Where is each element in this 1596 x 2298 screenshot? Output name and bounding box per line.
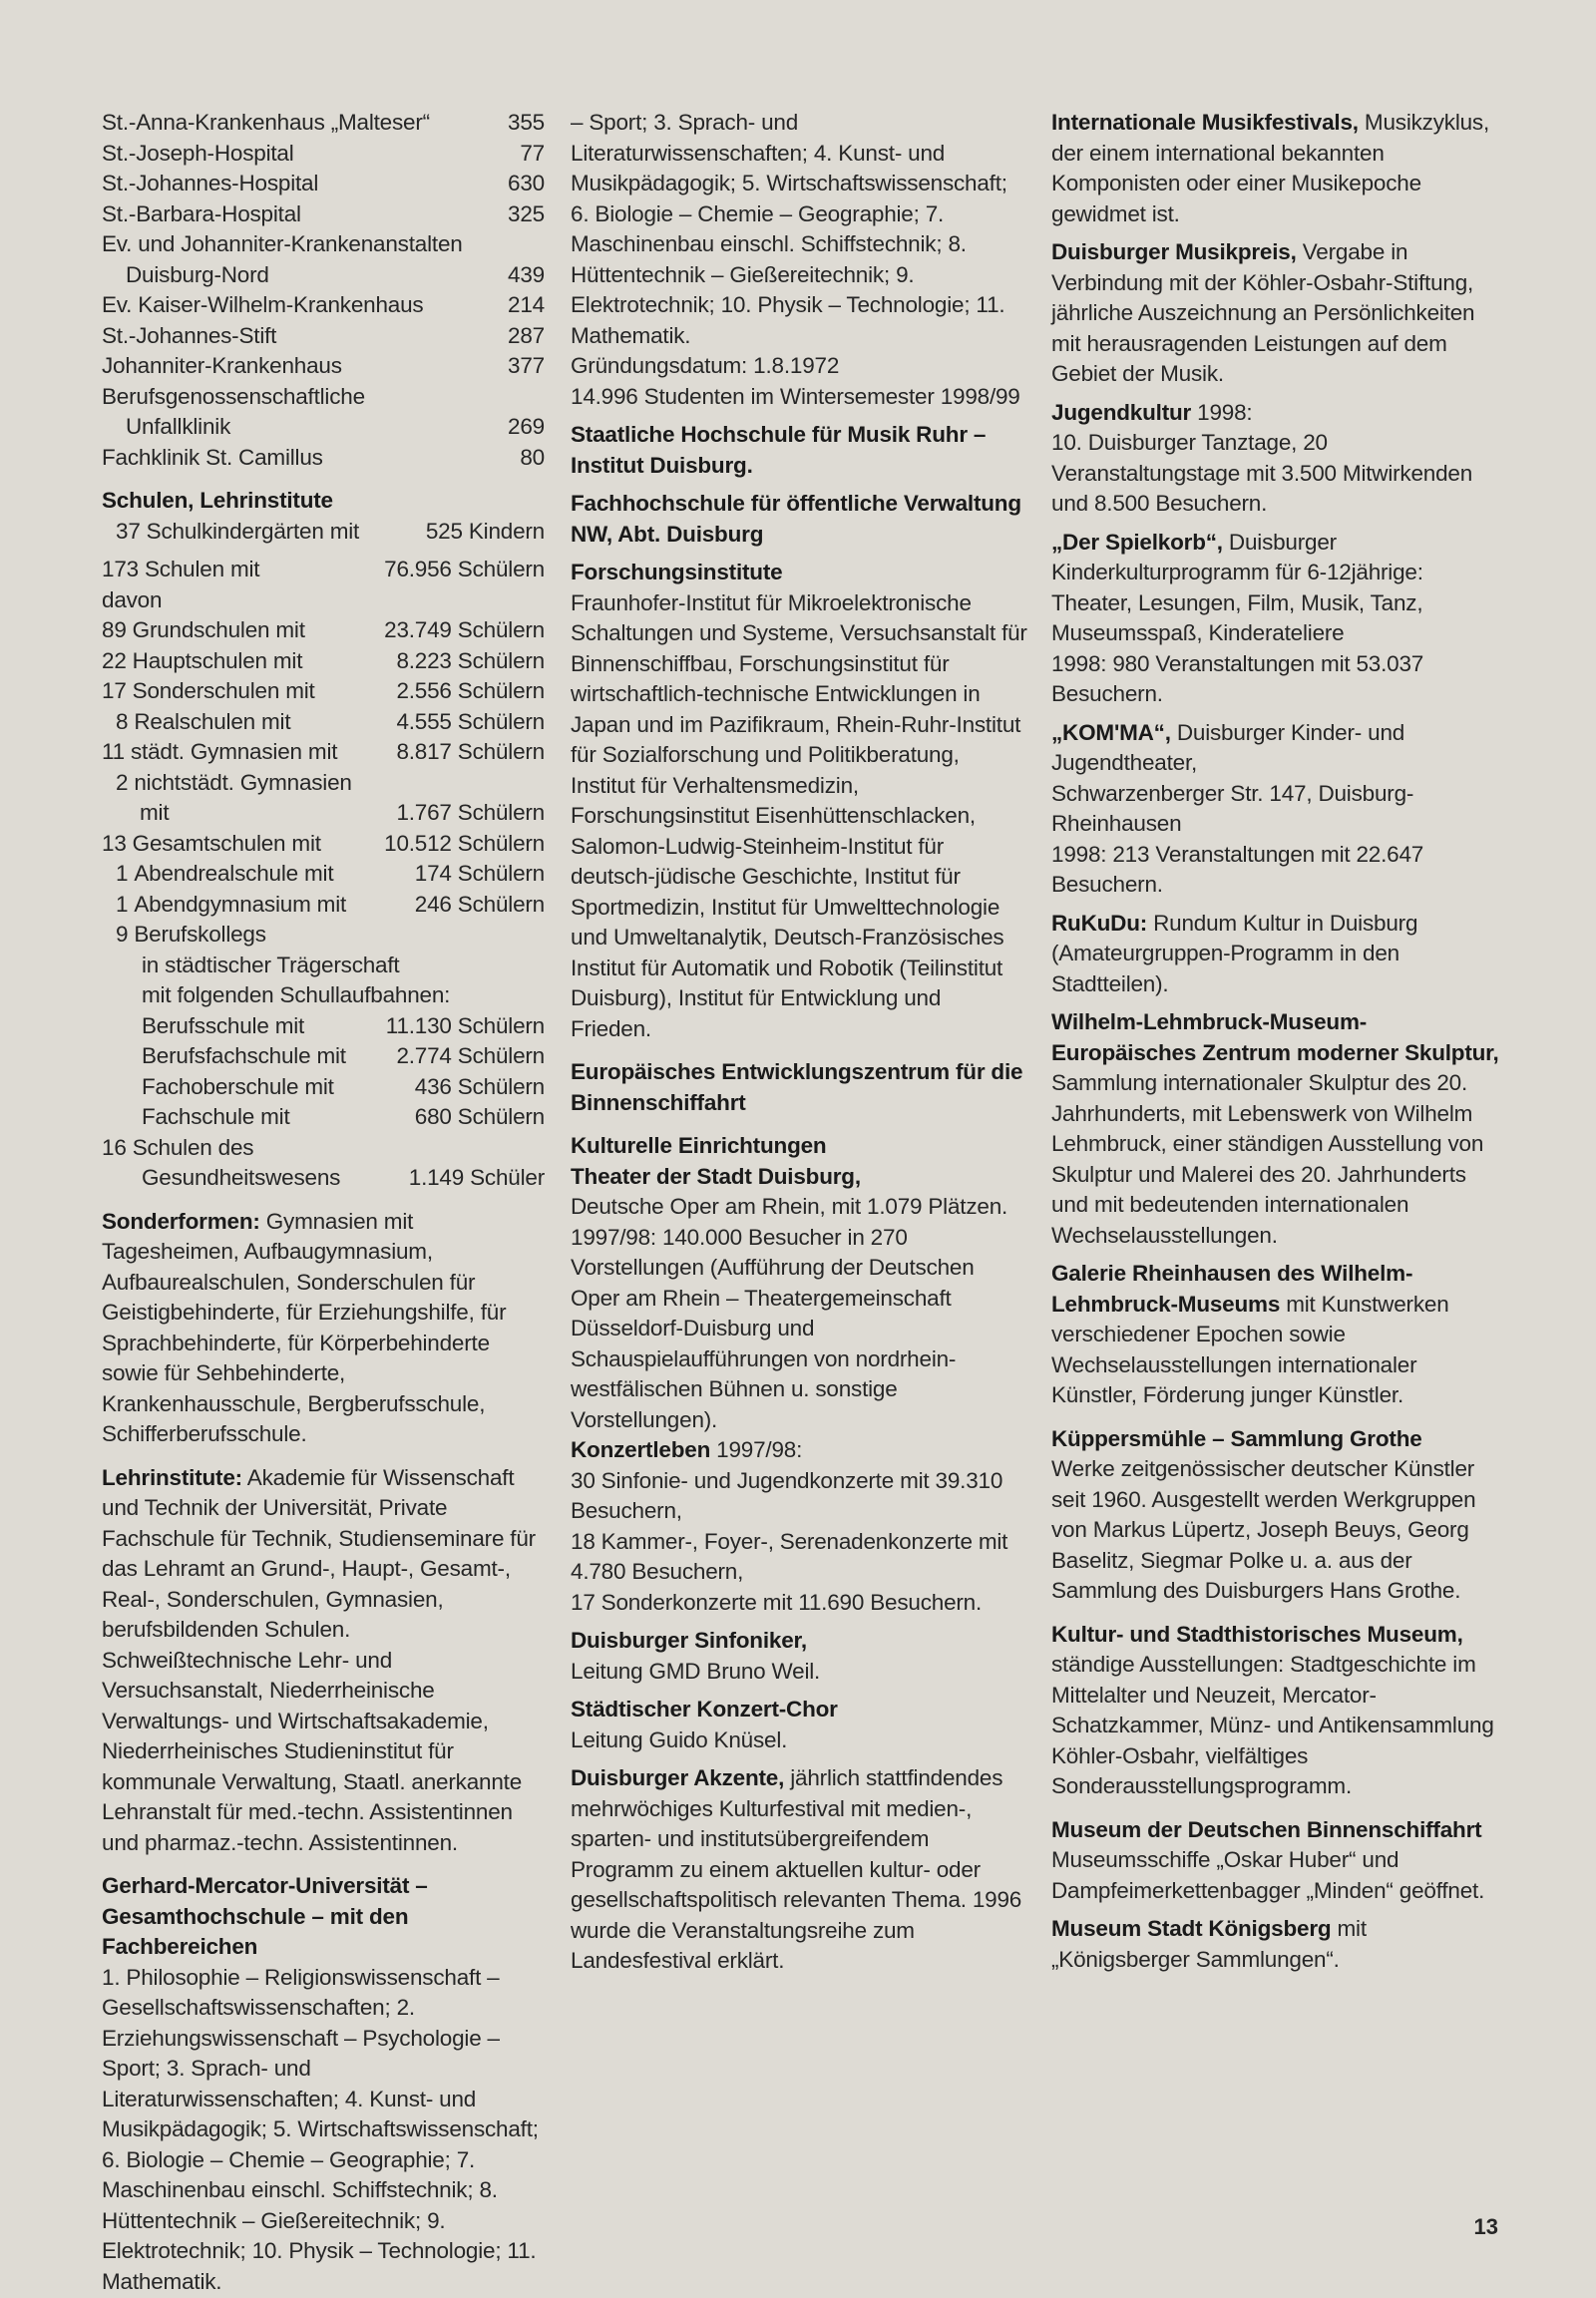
kultur-heading: Kulturelle Einrichtungen [571, 1133, 827, 1158]
kueppers-heading: Küppersmühle – Sammlung Grothe [1051, 1425, 1422, 1451]
komma-text-2: Schwarzenberger Str. 147, Duisburg-Rheinhausen [1051, 780, 1414, 836]
school-row: 22 Hauptschulen mit 8.223 Schülern [102, 647, 545, 673]
konzert-heading-line: Konzertleben 1997/98: [571, 1437, 803, 1462]
rukudu-paragraph: RuKuDu: Rundum Kultur in Duisburg (Amateurgruppen-Programm in den Stadtteilen). [1051, 910, 1418, 996]
lehrinstitute-paragraph: Lehrinstitute: Akademie für Wissenschaft und Technik der Universität, Private Fachschule für Technik, Studienseminare für das Lehramt an Grund-, Haupt-, Gesamt-, Real-, Sonderschulen, Gymnasien, berufsbildenden Schulen. [102, 1464, 536, 1642]
school-row: 8 Realschulen mit 4.555 Schülern [116, 708, 545, 734]
berufskolleg-row: Fachschule mit 680 Schülern [142, 1104, 545, 1129]
hospital-row: Johanniter-Krankenhaus 377 [102, 353, 545, 378]
school-row: 1 Abendrealschule mit 174 Schülern [116, 861, 545, 886]
stadthist-paragraph: Kultur- und Stadthistorisches Museum, ständige Ausstellungen: Stadtgeschichte im Mittelalter und Neuzeit, Mercator-Schatzkammer, Münz- und Antikensammlung Köhler-Osbahr, vielfältiges Sonderausstellungsprogramm. [1051, 1621, 1494, 1798]
hospital-list [102, 108, 545, 473]
university-students: 14.996 Studenten im Wintersemester 1998/99 [571, 383, 1020, 409]
komma-paragraph: „KOM'MA“, Duisburger Kinder- und Jugendtheater, [1051, 719, 1405, 775]
gesundheit-row: 16 Schulen des [102, 1134, 254, 1160]
hospital-row: Ev. und Johanniter-Krankenanstalten [102, 231, 463, 256]
lehrinstitute-paragraph-2: Schweißtechnische Lehr- und Versuchsanstalt, Niederrheinische Verwaltungs- und Wirtschaftsakademie, Niederrheinisches Studieninstitut für kommunale Verwaltung, Staatl. anerkannte Lehranstalt für med.-techn. Assistentinnen und pharmaz.-techn. Assistentinnen. [102, 1647, 523, 1855]
konzert-line: 18 Kammer-, Foyer-, Serenadenkonzerte mit 4.780 Besuchern, [571, 1528, 1008, 1584]
school-row: 13 Gesamtschulen mit 10.512 Schülern [102, 830, 545, 856]
school-row: mit 1.767 Schülern [140, 800, 545, 825]
sonderformen-paragraph: Sonderformen: Gymnasien mit Tagesheimen, Aufbaugymnasium, Aufbaurealschulen, Sonderschulen für Geistigbehinderte, für Erziehungshilfe, für Sprachbehinderte, für Körperbehinderte sowie für Sehbehinderte, Krankenhausschule, Bergberufsschule, Schifferberufsschule. [102, 1208, 507, 1446]
davon-label: davon [102, 586, 163, 612]
hospital-row: Ev. Kaiser-Wilhelm-Krankenhaus 214 [102, 292, 545, 317]
schools-total-row: 173 Schulen mit 76.956 Schülern [102, 557, 545, 581]
spielkorb-text-2: 1998: 980 Veranstaltungen mit 53.037 Besuchern. [1051, 650, 1424, 706]
forschung-text: Fraunhofer-Institut für Mikroelektronische Schaltungen und Systeme, Versuchsanstalt für Binnenschiffbau, Forschungsinstitut für wirtschaftlich-technische Entwicklungen in Japan und im Pazifikraum, Rhein-Ruhr-Institut für Sozialforschung und Politikberatung, Institut für Verhaltensmedizin, Forschungsinstitut Eisenhüttenschlacken, Salomon-Ludwig-Steinheim-Institut für deutsch-jüdische Geschichte, Institut für Sportmedizin, Institut für Umwelttechnologie und Umweltanalytik, Deutsch-Französisches Institut für Automatik und Robotik (Teilinstitut Duisburg), Institut für Entwicklung und Frieden. [571, 589, 1027, 1041]
university-departments-cont: – Sport; 3. Sprach- und Literaturwissenschaften; 4. Kunst- und Musikpädagogik; 5. Wirtschaftswissenschaft; 6. Biologie – Chemie – Geographie; 7. Maschinenbau einschl. Schiffstechnik; 8. Hüttentechnik – Gießereitechnik; 9. Elektrotechnik; 10. Physik – Technologie; 11. Mathematik. [571, 110, 1007, 348]
berufskolleg-row: Berufsfachschule mit 2.774 Schülern [142, 1043, 545, 1068]
jugendkultur-text: 10. Duisburger Tanztage, 20 Veranstaltungstage mit 3.500 Mitwirkenden und 8.500 Besuchern. [1051, 430, 1473, 516]
galerie-paragraph: Galerie Rheinhausen des Wilhelm-Lehmbruck-Museums mit Kunstwerken verschiedener Epochen sowie Wechselausstellungen internationaler Künstler, Förderung junger Künstler. [1051, 1261, 1449, 1407]
koenigsberg-paragraph: Museum Stadt Königsberg mit „Königsberger Sammlungen“. [1051, 1916, 1367, 1972]
schools-section [102, 486, 545, 1194]
berufskolleg-row: Berufsschule mit 11.130 Schülern [142, 1012, 545, 1038]
school-row: 2 nichtstädt. Gymnasien [116, 769, 352, 795]
school-types [102, 615, 545, 1194]
school-row: 9 Berufskollegs [116, 922, 266, 947]
university-text: 1. Philosophie – Religionswissenschaft – Gesellschaftswissenschaften; 2. Erziehungswissenschaft – Psychologie – Sport; 3. Sprach- und Literaturwissenschaften; 4. Kunst- und Musikpädagogik; 5. Wirtschaftswissenschaft; 6. Biologie – Chemie – Geographie; 7. Maschinenbau einschl. Schiffstechnik; 8. Hüttentechnik – Gießereitechnik; 9. Elektrotechnik; 10. Physik – Technologie; 11. Mathematik. [102, 1964, 539, 2294]
hospital-row: Fachklinik St. Camillus 80 [102, 444, 545, 470]
column-2 [571, 108, 1027, 1977]
berufskolleg-row: Fachoberschule mit 436 Schülern [142, 1073, 545, 1099]
theater-text-2: 1997/98: 140.000 Besucher in 270 Vorstellungen (Aufführung der Deutschen Oper am Rhein – Theatergemeinschaft Düsseldorf-Duisburg und Schauspielaufführungen von nordrhein-westfälischen Bühnen u. sonstige Vorstellungen). [571, 1224, 975, 1432]
kueppers-text: Werke zeitgenössischer deutscher Künstler seit 1960. Ausgestellt werden Werkgruppen von Markus Lüpertz, Joseph Beuys, Georg Baselitz, Siegmar Polke u. a. aus der Sammlung des Duisburgers Hans Grothe. [1051, 1456, 1476, 1603]
berufskolleg-note: in städtischer Trägerschaft [142, 952, 400, 977]
sinfoniker-heading: Duisburger Sinfoniker, [571, 1628, 807, 1653]
musikfestivals-paragraph: Internationale Musikfestivals, Musikzyklus, der einem international bekannten Komponisten oder einer Musikepoche gewidmet ist. [1051, 110, 1490, 226]
school-row: 1 Abendgymnasium mit 246 Schülern [116, 891, 545, 917]
hospital-row: St.-Joseph-Hospital 77 [102, 140, 545, 166]
sinfoniker-text: Leitung GMD Bruno Weil. [571, 1658, 821, 1684]
hospital-row: Unfallklinik 269 [126, 414, 545, 439]
chor-heading: Städtischer Konzert-Chor [571, 1697, 838, 1722]
hospital-row: Duisburg-Nord 439 [126, 261, 545, 287]
jugendkultur-heading: Jugendkultur 1998: [1051, 399, 1253, 425]
university-heading: Gerhard-Mercator-Universität – Gesamthochschule – mit den Fachbereichen [102, 1873, 428, 1959]
lehmbruck-paragraph: Wilhelm-Lehmbruck-Museum- Europäisches Zentrum moderner Skulptur, Sammlung internationaler Skulptur des 20. Jahrhunderts, mit Lebenswerk von Wilhelm Lehmbruck, einer ständigen Ausstellung von Skulptur und Malerei des 20. Jahrhunderts und mit bedeutenden internationalen Wechselausstellungen. [1051, 1009, 1499, 1248]
theater-text: Deutsche Oper am Rhein, mit 1.079 Plätzen. [571, 1194, 1008, 1219]
komma-text-3: 1998: 213 Veranstaltungen mit 22.647 Besuchern. [1051, 841, 1424, 897]
university-founded: Gründungsdatum: 1.8.1972 [571, 353, 840, 378]
forschung-heading: Forschungsinstitute [571, 560, 783, 584]
school-row: 11 städt. Gymnasien mit 8.817 Schülern [102, 739, 545, 764]
musikpreis-paragraph: Duisburger Musikpreis, Vergabe in Verbindung mit der Köhler-Osbahr-Stiftung, jährliche Auszeichnung an Persönlichkeiten mit herausragenden Leistungen auf dem Gebiet der Musik. [1051, 239, 1475, 386]
gesundheit-row-2: Gesundheitswesens 1.149 Schüler [142, 1165, 545, 1190]
school-row: 17 Sonderschulen mit 2.556 Schülern [102, 678, 545, 703]
binnen-heading: Museum der Deutschen Binnenschiffahrt [1051, 1816, 1482, 1842]
chor-text: Leitung Guido Knüsel. [571, 1726, 788, 1752]
hospital-row: St.-Johannes-Hospital 630 [102, 171, 545, 195]
fachhochschule: Fachhochschule für öffentliche Verwaltung NW, Abt. Duisburg [571, 491, 1021, 547]
spielkorb-paragraph: „Der Spielkorb“, Duisburger Kinderkulturprogramm für 6-12jährige: Theater, Lesungen, Film, Musik, Tanz, Museumsspaß, Kinderateliere [1051, 529, 1423, 645]
konzert-line: 17 Sonderkonzerte mit 11.690 Besuchern. [571, 1589, 983, 1615]
binnen-text: Museumsschiffe „Oskar Huber“ und Dampfeimerkettenbagger „Minden“ geöffnet. [1051, 1847, 1485, 1903]
kindergarten-row: 37 Schulkindergärten mit 525 Kindern [116, 518, 545, 544]
column-3 [1051, 108, 1502, 1975]
hospital-row: St.-Barbara-Hospital 325 [102, 200, 545, 226]
column-1 [102, 108, 545, 2294]
hochschule-musik: Staatliche Hochschule für Musik Ruhr – Institut Duisburg. [571, 422, 987, 478]
entwicklungszentrum: Europäisches Entwicklungszentrum für die Binnenschiffahrt [571, 1059, 1023, 1115]
school-row: 89 Grundschulen mit 23.749 Schülern [102, 617, 545, 642]
theater-heading: Theater der Stadt Duisburg, [571, 1163, 861, 1189]
berufskolleg-note: mit folgenden Schullaufbahnen: [142, 982, 451, 1007]
hospital-row: Berufsgenossenschaftliche [102, 383, 365, 409]
akzente-paragraph: Duisburger Akzente, jährlich stattfindendes mehrwöchiges Kulturfestival mit medien-, sparten- und institutsübergreifendem Programm zu einem aktuellen kultur- oder gesellschaftspolitisch relevanten Thema. 1996 wurde die Veranstaltungsreihe zum Landesfestival erklärt. [571, 1765, 1022, 1973]
hospital-row: St.-Johannes-Stift 287 [102, 322, 545, 348]
page-number: 13 [1473, 2214, 1498, 2239]
konzert-line: 30 Sinfonie- und Jugendkonzerte mit 39.310 Besuchern, [571, 1467, 1003, 1523]
schools-heading: Schulen, Lehrinstitute [102, 488, 333, 513]
hospital-row: St.-Anna-Krankenhaus „Malteser“ 355 [102, 110, 545, 135]
